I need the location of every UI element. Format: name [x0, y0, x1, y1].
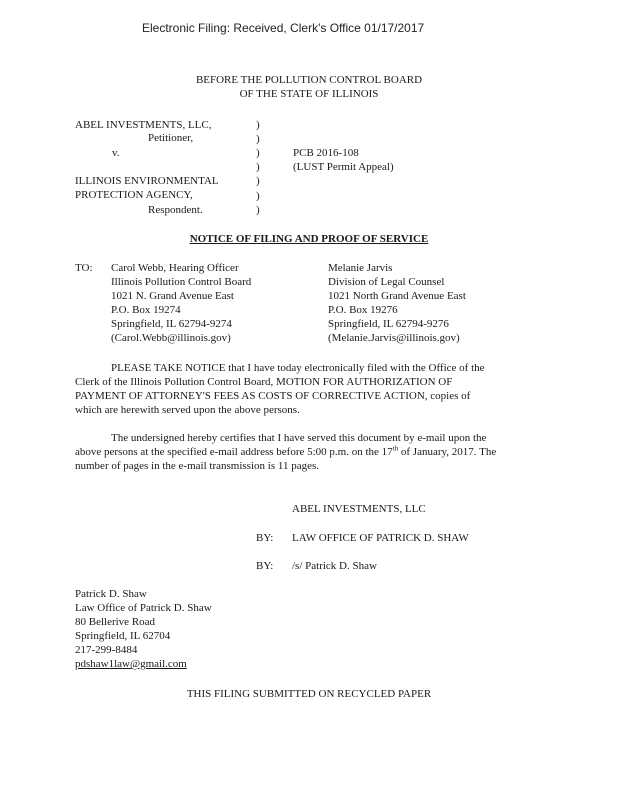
- certify-line2-post: of January, 2017. The: [398, 446, 497, 458]
- recipient-right-address: 1021 North Grand Avenue East: [328, 290, 466, 302]
- board-heading-line2: OF THE STATE OF ILLINOIS: [239, 88, 379, 100]
- caption-paren: ): [256, 133, 260, 145]
- petitioner-role: Petitioner,: [148, 132, 194, 144]
- electronic-filing-stamp: Electronic Filing: Received, Clerk's Office 01/17/2017: [142, 21, 425, 35]
- document-title: NOTICE OF FILING AND PROOF OF SERVICE: [189, 233, 429, 245]
- recipient-left-address: 1021 N. Grand Avenue East: [111, 290, 234, 302]
- law-office-signatory: LAW OFFICE OF PATRICK D. SHAW: [292, 532, 469, 544]
- respondent-name-line2: PROTECTION AGENCY,: [75, 189, 193, 201]
- recipient-right-name: Melanie Jarvis: [328, 262, 393, 274]
- attorney-firm: Law Office of Patrick D. Shaw: [75, 602, 212, 614]
- notice-paragraph-line1: PLEASE TAKE NOTICE that I have today electronically filed with the Office of the: [111, 362, 485, 374]
- versus: v.: [112, 147, 120, 159]
- caption-paren: ): [256, 204, 260, 216]
- caption-paren: ): [256, 119, 260, 131]
- caption-paren: ): [256, 161, 260, 173]
- respondent-role: Respondent.: [148, 204, 203, 216]
- certify-paragraph-line1: The undersigned hereby certifies that I have served this document by e-mail upon the: [111, 432, 487, 444]
- caption-paren: ): [256, 190, 260, 202]
- caption-paren: ): [256, 175, 260, 187]
- certify-paragraph-line3: number of pages in the e-mail transmission is 11 pages.: [75, 460, 319, 472]
- recipient-left-org: Illinois Pollution Control Board: [111, 276, 252, 288]
- recipient-left-name: Carol Webb, Hearing Officer: [111, 262, 239, 274]
- by-label: BY:: [256, 532, 274, 544]
- case-type: (LUST Permit Appeal): [293, 161, 394, 173]
- recipient-right-email: (Melanie.Jarvis@illinois.gov): [328, 332, 460, 344]
- notice-paragraph-line2: Clerk of the Illinois Pollution Control Board, MOTION FOR AUTHORIZATION OF: [75, 376, 453, 388]
- respondent-name-line1: ILLINOIS ENVIRONMENTAL: [75, 175, 219, 187]
- attorney-city: Springfield, IL 62704: [75, 630, 171, 642]
- electronic-signature: /s/ Patrick D. Shaw: [292, 560, 377, 572]
- recipient-right-org: Division of Legal Counsel: [328, 276, 445, 288]
- notice-paragraph-line3: PAYMENT OF ATTORNEY'S FEES AS COSTS OF CORRECTIVE ACTION, copies of: [75, 390, 471, 402]
- attorney-phone: 217-299-8484: [75, 644, 138, 656]
- to-label: TO:: [75, 262, 93, 274]
- attorney-street: 80 Bellerive Road: [75, 616, 156, 628]
- case-number: PCB 2016-108: [293, 147, 359, 159]
- signature-party: ABEL INVESTMENTS, LLC: [292, 503, 426, 515]
- recipient-left-email: (Carol.Webb@illinois.gov): [111, 332, 231, 344]
- attorney-email-link[interactable]: pdshaw1law@gmail.com: [75, 658, 187, 670]
- recipient-left-pobox: P.O. Box 19274: [111, 304, 181, 316]
- certify-line2-pre: above persons at the specified e-mail address before 5:00 p.m. on the 17: [75, 446, 393, 458]
- recipient-right-pobox: P.O. Box 19276: [328, 304, 398, 316]
- caption-paren: ): [256, 147, 260, 159]
- recipient-left-city: Springfield, IL 62794-9274: [111, 318, 232, 330]
- notice-paragraph-line4: which are herewith served upon the above persons.: [75, 404, 300, 416]
- ordinal-suffix: th: [392, 444, 399, 453]
- recipient-right-city: Springfield, IL 62794-9276: [328, 318, 449, 330]
- recycled-paper-footer: THIS FILING SUBMITTED ON RECYCLED PAPER: [186, 688, 432, 700]
- board-heading-line1: BEFORE THE POLLUTION CONTROL BOARD: [195, 74, 423, 86]
- certify-paragraph-line2: [75, 445, 496, 459]
- by-label: BY:: [256, 560, 274, 572]
- attorney-name: Patrick D. Shaw: [75, 588, 147, 600]
- petitioner-name: ABEL INVESTMENTS, LLC,: [75, 119, 212, 131]
